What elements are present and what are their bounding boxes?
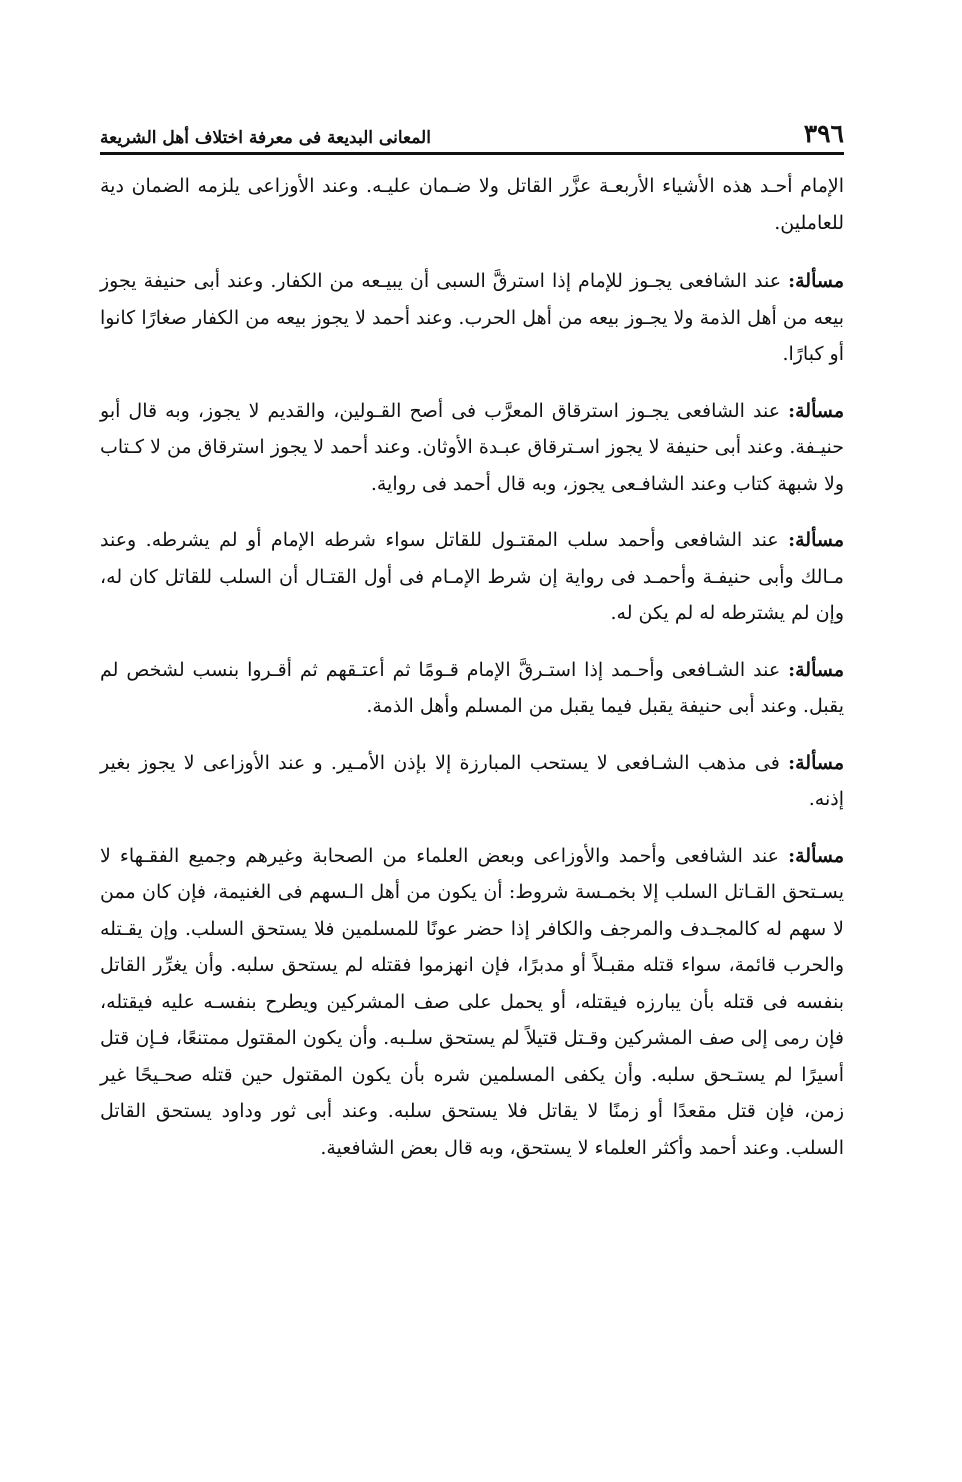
paragraph-text: فى مذهب الشـافعى لا يستحب المبارزة إلا بإذن الأمـير. و عند الأوزاعى لا يجوز بغير إذنه. (100, 751, 844, 810)
paragraph-text: عند الشافعى وأحمد والأوزاعى وبعض العلماء من الصحابة وغيرهم وجميع الفقـهاء لا يسـتحق القـاتل السلب إلا بخمـسة شروط: أن يكون من أهل الـسهم فى الغنيمة، فإن كان ممن لا سهم له كالمجـدف والمرجف والكافر إذا حضر عونًا للمسلمين فلا يستحق السلب. وإن يقـتله والحرب قائمة، سواء قتله مقبـلاً أو مدبرًا، فإن انهزموا فقتله لم يستحق سلبه. وأن يغرِّر القاتل بنفسه فى قتله بأن يبارزه فيقتله، أو يحمل على صف المشركين ويطرح بنفسـه عليه فيقتله، فإن رمى إلى صف المشركين وقـتل قتيلاً لم يستحق سلـبه. وأن يكون المقتول ممتنعًا، فـإن قتل أسيرًا لم يستـحق سلبه. وأن يكفى المسلمين شره بأن يكون المقتول حين قتله صحـيحًا غير زمن، فإن قتل مقعدًا أو زمنًا لا يقاتل فلا يستحق سلبه. وعند أبى ثور وداود يستحق القاتل السلب. وعند أحمد وأكثر العلماء لا يستحق، وبه قال بعض الشافعية. (100, 844, 844, 1159)
paragraph-text: الإمام أحـد هذه الأشياء الأربعـة عزَّر القاتل ولا ضـمان عليـه. وعند الأوزاعى يلزمه الضمان دية للعاملين. (100, 175, 844, 234)
page-header (100, 118, 844, 148)
paragraph-text: عند الشافعى يجـوز استرقاق المعرَّب فى أصح القـولين، والقديم لا يجوز، وبه قال أبو حنيـفة. وعند أبى حنيفة لا يجوز اسـترقاق عبـدة الأوثان. وعند أحمد لا يجوز استرقاق من لا كـتاب ولا شبهة كتاب وعند الشافـعى يجوز، وبه قال أحمد فى رواية. (100, 399, 844, 495)
issue-label: مسألة: (788, 658, 844, 681)
issue-label: مسألة: (788, 751, 844, 774)
running-title: المعانى البديعة فى معرفة اختلاف أهل الشريعة (100, 128, 431, 148)
page-body (100, 168, 844, 1186)
paragraph (100, 393, 844, 503)
issue-label: مسألة: (788, 399, 844, 422)
issue-label: مسألة: (788, 529, 844, 551)
paragraph (100, 745, 844, 818)
issue-label: مسألة: (788, 844, 844, 867)
paragraph (100, 263, 844, 373)
paragraph (100, 522, 844, 632)
page-number: ٣٩٦ (803, 119, 844, 148)
issue-label: مسألة: (788, 270, 844, 292)
paragraph (100, 168, 844, 241)
paragraph-text: عند الشـافعى وأحـمد إذا استـرقَّ الإمام قـومًا ثم أعتـقهم ثم أقـروا بنسب لشخص لم يقبل. وعند أبى حنيفة يقبل فيما يقبل من المسلم وأهل الذمة. (100, 658, 844, 717)
header-rule (100, 152, 844, 155)
paragraph (100, 652, 844, 725)
paragraph (100, 838, 844, 1167)
paragraph-text: عند الشافعى وأحمد سلب المقتـول للقاتل سواء شرطه الإمام أو لم يشرطه. وعند مـالك وأبى حنيفـة وأحمـد فى رواية إن شرط الإمـام فى أول القتـال أن السلب للقاتل كان له، وإن لم يشترطه له لم يكن له. (100, 529, 844, 624)
paragraph-text: عند الشافعى يجـوز للإمام إذا استرقَّ السبى أن يبيـعه من الكفار. وعند أبى حنيفة يجوز بيعه من أهل الذمة ولا يجـوز بيعه من أهل الحرب. وعند أحمد لا يجوز بيعه من الكفار صغارًا كانوا أو كبارًا. (100, 270, 844, 365)
